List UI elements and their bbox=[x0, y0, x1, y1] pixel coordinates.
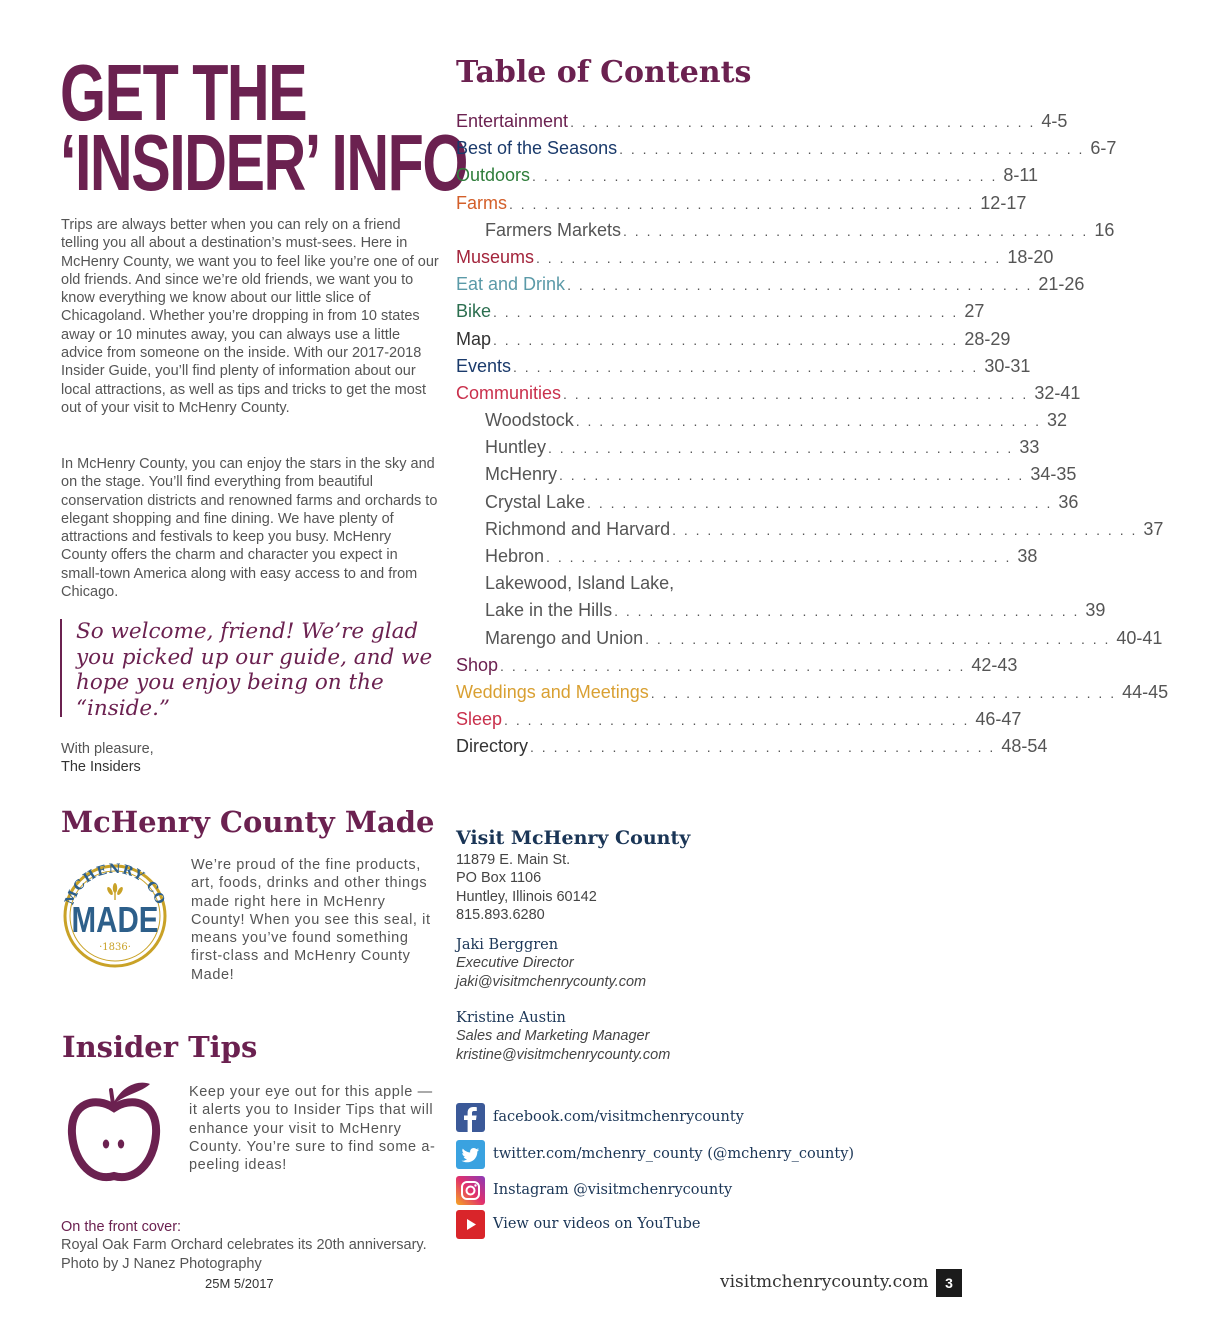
toc-dot-leader: . . . . . . . . . . . . . . . . . . . . . . . . . . . . . . . . . . . . . . . . bbox=[587, 494, 1053, 511]
table-of-contents bbox=[456, 108, 1169, 761]
facebook-icon bbox=[456, 1103, 485, 1132]
cover-label: On the front cover: bbox=[61, 1219, 182, 1235]
toc-dot-leader: . . . . . . . . . . . . . . . . . . . . . . . . . . . . . . . . . . . . . . . . bbox=[532, 168, 998, 185]
seal-arc-text: MCHENRY CO bbox=[62, 862, 168, 908]
toc-entry-page: 6-7 bbox=[1090, 138, 1117, 159]
toc-entry[interactable] bbox=[456, 706, 1022, 733]
mchenry-county-made-seal bbox=[60, 858, 170, 975]
toc-entry-label: Farmers Markets bbox=[485, 219, 622, 240]
toc-entry-label: Communities bbox=[456, 382, 562, 403]
toc-entry-page: 32 bbox=[1047, 410, 1068, 431]
toc-dot-leader: . . . . . . . . . . . . . . . . . . . . . . . . . . . . . . . . . . . . . . . . bbox=[493, 331, 959, 348]
toc-dot-leader: . . . . . . . . . . . . . . . . . . . . . . . . . . . . . . . . . . . . . . . . bbox=[530, 739, 996, 756]
toc-dot-leader: . . . . . . . . . . . . . . . . . . . . . . . . . . . . . . . . . . . . . . . . bbox=[672, 521, 1138, 538]
toc-dot-leader: . . . . . . . . . . . . . . . . . . . . . . . . . . . . . . . . . . . . . . . . bbox=[614, 603, 1080, 620]
phone-number[interactable]: 815.893.6280 bbox=[456, 906, 545, 923]
toc-dot-leader: . . . . . . . . . . . . . . . . . . . . . . . . . . . . . . . . . . . . . . . . bbox=[504, 712, 970, 729]
signoff-signature: The Insiders bbox=[61, 759, 141, 775]
toc-title: Table of Contents bbox=[456, 55, 752, 90]
toc-entry-page: 4-5 bbox=[1041, 111, 1068, 131]
toc-entry-page: 16 bbox=[1094, 219, 1115, 240]
toc-entry[interactable] bbox=[456, 326, 1011, 353]
toc-entry-page: 40-41 bbox=[1116, 627, 1163, 648]
toc-entry-label: Museums bbox=[456, 246, 535, 267]
cover-photo-credit: Photo by J Nanez Photography bbox=[61, 1255, 262, 1272]
contact-title: Sales and Marketing Manager bbox=[456, 1028, 650, 1045]
toc-entry-label: Marengo and Union bbox=[485, 627, 644, 648]
page-headline bbox=[60, 48, 467, 207]
toc-entry-page: 48-54 bbox=[1001, 736, 1048, 757]
toc-entry[interactable] bbox=[456, 461, 1077, 488]
toc-entry[interactable] bbox=[456, 516, 1164, 543]
contact-card bbox=[456, 936, 646, 991]
toc-dot-leader: . . . . . . . . . . . . . . . . . . . . . . . . . . . . . . . . . . . . . . . . bbox=[650, 684, 1117, 701]
made-description: We’re proud of the fine products, art, foods, drinks and other things made right here in McHenry County! When you see this seal, it means you’ve found something first-class and McHenry County Made! bbox=[191, 857, 431, 983]
toc-entry[interactable] bbox=[456, 217, 1115, 244]
headline-line-1: GET THE bbox=[60, 48, 307, 137]
contact-card bbox=[456, 1009, 670, 1064]
toc-entry-page: 42-43 bbox=[971, 654, 1018, 675]
headline-line-2: ‘INSIDER’ INFO bbox=[60, 118, 467, 207]
toc-dot-leader: . . . . . . . . . . . . . . . . . . . . . . . . . . . . . . . . . . . . . . . . bbox=[645, 630, 1111, 647]
toc-entry-page: 39 bbox=[1085, 600, 1106, 621]
toc-dot-leader: . . . . . . . . . . . . . . . . . . . . . . . . . . . . . . . . . . . . . . . . bbox=[559, 467, 1025, 484]
toc-entry[interactable] bbox=[456, 190, 1027, 217]
toc-dot-leader: . . . . . . . . . . . . . . . . . . . . . . . . . . . . . . . . . . . . . . . . bbox=[570, 114, 1036, 130]
toc-entry-label: Eat and Drink bbox=[456, 274, 566, 295]
toc-entry[interactable] bbox=[456, 489, 1079, 516]
intro-paragraph-2: In McHenry County, you can enjoy the stars in the sky and on the stage. You’ll find everything from beautiful conservation districts and renowned farms and orchards to elegant shopping and fine dining. We have plenty of attractions and festivals to keep you busy. McHenry County offers the charm and character you expect in small-town America along with easy access to and from Chicago. bbox=[61, 456, 438, 601]
toc-dot-leader: . . . . . . . . . . . . . . . . . . . . . . . . . . . . . . . . . . . . . . . . bbox=[623, 222, 1089, 239]
toc-dot-leader: . . . . . . . . . . . . . . . . . . . . . . . . . . . . . . . . . . . . . . . . bbox=[563, 385, 1029, 402]
toc-entry[interactable] bbox=[456, 108, 1068, 135]
tips-section-title: Insider Tips bbox=[62, 1030, 258, 1064]
facebook-link[interactable] bbox=[456, 1102, 744, 1132]
toc-dot-leader: . . . . . . . . . . . . . . . . . . . . . . . . . . . . . . . . . . . . . . . . bbox=[500, 657, 966, 674]
toc-entry[interactable] bbox=[456, 162, 1039, 189]
address-city: Huntley, Illinois 60142 bbox=[456, 888, 597, 905]
toc-entry-page: 18-20 bbox=[1007, 246, 1054, 267]
toc-entry[interactable] bbox=[456, 625, 1163, 652]
twitter-label: twitter.com/mchenry_county (@mchenry_county) bbox=[493, 1146, 855, 1162]
toc-entry-label: Woodstock bbox=[485, 410, 574, 431]
visit-title: Visit McHenry County bbox=[456, 827, 691, 849]
youtube-icon bbox=[456, 1210, 485, 1239]
toc-entry-label: McHenry bbox=[485, 464, 558, 485]
welcome-quote: So welcome, friend! We’re glad you picked up our guide, and we hope you enjoy being on the “inside.” bbox=[60, 619, 440, 717]
toc-entry[interactable] bbox=[456, 407, 1068, 434]
toc-entry[interactable] bbox=[456, 570, 816, 597]
cover-caption: Royal Oak Farm Orchard celebrates its 20th anniversary. bbox=[61, 1237, 427, 1254]
toc-entry-label: Bike bbox=[456, 301, 492, 322]
toc-entry[interactable] bbox=[456, 380, 1081, 407]
toc-dot-leader: . . . . . . . . . . . . . . . . . . . . . . . . . . . . . . . . . . . . . . . . bbox=[536, 249, 1002, 266]
print-code: 25M 5/2017 bbox=[205, 1276, 274, 1291]
toc-entry-label: Lakewood, Island Lake, bbox=[485, 573, 675, 594]
toc-entry[interactable] bbox=[456, 135, 1117, 162]
toc-entry[interactable] bbox=[456, 434, 1040, 461]
instagram-link[interactable] bbox=[456, 1175, 732, 1205]
toc-entry-label: Outdoors bbox=[456, 165, 531, 186]
toc-entry-label: Huntley bbox=[485, 437, 547, 458]
toc-dot-leader: . . . . . . . . . . . . . . . . . . . . . . . . . . . . . . . . . . . . . . . . bbox=[546, 549, 1012, 565]
toc-dot-leader: . . . . . . . . . . . . . . . . . . . . . . . . . . . . . . . . . . . . . . . . bbox=[493, 304, 959, 321]
toc-entry-label: Lake in the Hills bbox=[485, 600, 613, 621]
intro-paragraph-1: Trips are always better when you can rely on a friend telling you all about a destination’s must-sees. Here in McHenry County, we want you to feel like you’re one of our old friends. And since we’re old friends, we want you to know everything we know about our little slice of Chicagoland. Whether you’re dropping in from 10 states away or 10 minutes away, you can always use a little advice from someone on the inside. With our 2017-2018 Insider Guide, you’ll find plenty of information about our local attractions, as well as tips and tricks to get the most out of your visit to McHenry County. bbox=[61, 217, 439, 416]
toc-entry-page: 38 bbox=[1017, 546, 1038, 566]
toc-entry[interactable] bbox=[456, 353, 1031, 380]
apple-icon bbox=[66, 1076, 162, 1193]
toc-entry-label: Sleep bbox=[456, 709, 503, 730]
toc-entry-label: Richmond and Harvard bbox=[485, 518, 671, 539]
address-street: 11879 E. Main St. bbox=[456, 852, 571, 868]
toc-entry[interactable] bbox=[456, 652, 1018, 679]
contact-email-link[interactable]: jaki@visitmchenrycounty.com bbox=[456, 973, 647, 990]
toc-entry[interactable] bbox=[456, 298, 985, 325]
toc-entry-page: 30-31 bbox=[984, 355, 1031, 376]
toc-entry[interactable] bbox=[456, 733, 1048, 760]
facebook-label: facebook.com/visitmchenrycounty bbox=[493, 1109, 744, 1125]
toc-dot-leader: . . . . . . . . . . . . . . . . . . . . . . . . . . . . . . . . . . . . . . . . bbox=[619, 141, 1085, 158]
toc-entry-label: Map bbox=[456, 328, 492, 349]
tips-description: Keep your eye out for this apple — it alerts you to Insider Tips that will enhance your visit to McHenry County. You’re sure to find some a-peeling ideas! bbox=[189, 1084, 436, 1174]
instagram-icon bbox=[456, 1176, 485, 1205]
youtube-link[interactable] bbox=[456, 1209, 700, 1239]
website-url[interactable]: visitmchenrycounty.com bbox=[720, 1272, 929, 1292]
toc-entry[interactable] bbox=[456, 597, 1106, 624]
toc-entry-page: 36 bbox=[1058, 491, 1079, 512]
toc-entry-label: Shop bbox=[456, 654, 499, 675]
toc-entry-page: 34-35 bbox=[1030, 464, 1077, 485]
cover-credit bbox=[61, 1218, 427, 1273]
address-block bbox=[456, 851, 597, 924]
toc-entry-label: Entertainment bbox=[456, 111, 569, 131]
toc-entry-label: Best of the Seasons bbox=[456, 138, 618, 159]
toc-dot-leader: . . . . . . . . . . . . . . . . . . . . . . . . . . . . . . . . . . . . . . . . bbox=[509, 195, 975, 212]
toc-entry-label: Hebron bbox=[485, 546, 545, 566]
toc-entry-label: Farms bbox=[456, 192, 507, 213]
toc-entry[interactable] bbox=[456, 679, 1169, 706]
toc-entry[interactable] bbox=[456, 543, 1038, 570]
toc-dot-leader: . . . . . . . . . . . . . . . . . . . . . . . . . . . . . . . . . . . . . . . . bbox=[575, 413, 1042, 430]
toc-entry-page: 21-26 bbox=[1038, 274, 1085, 295]
seal-word: MADE bbox=[71, 899, 159, 940]
toc-entry-label: Directory bbox=[456, 736, 529, 757]
contact-name: Kristine Austin bbox=[456, 1010, 566, 1026]
signoff-line: With pleasure, bbox=[61, 741, 154, 757]
contact-email-link[interactable]: kristine@visitmchenrycounty.com bbox=[456, 1046, 671, 1063]
toc-entry-page: 12-17 bbox=[980, 192, 1027, 213]
address-po-box: PO Box 1106 bbox=[456, 870, 542, 887]
toc-entry-page: 27 bbox=[964, 301, 985, 322]
contact-name: Jaki Berggren bbox=[456, 937, 559, 953]
toc-entry-page: 28-29 bbox=[964, 328, 1011, 349]
page-number: 3 bbox=[936, 1269, 962, 1297]
seal-year: ·1836· bbox=[99, 942, 131, 953]
toc-entry-page: 37 bbox=[1143, 518, 1164, 539]
toc-dot-leader: . . . . . . . . . . . . . . . . . . . . . . . . . . . . . . . . . . . . . . . . bbox=[513, 358, 979, 375]
youtube-label: View our videos on YouTube bbox=[493, 1216, 701, 1232]
toc-entry-page: 44-45 bbox=[1122, 681, 1169, 702]
twitter-link[interactable] bbox=[456, 1139, 854, 1169]
toc-entry-page: 8-11 bbox=[1003, 165, 1039, 186]
toc-entry-label: Events bbox=[456, 355, 512, 376]
signoff bbox=[61, 740, 154, 776]
twitter-icon bbox=[456, 1140, 485, 1169]
toc-entry-label: Weddings and Meetings bbox=[456, 681, 649, 702]
toc-entry-page: 33 bbox=[1019, 437, 1040, 458]
made-section-title: McHenry County Made bbox=[61, 805, 435, 839]
toc-entry-page: 46-47 bbox=[975, 709, 1022, 730]
contact-title: Executive Director bbox=[456, 955, 574, 972]
toc-entry[interactable] bbox=[456, 244, 1054, 271]
instagram-label: Instagram @visitmchenrycounty bbox=[493, 1182, 733, 1198]
toc-dot-leader: . . . . . . . . . . . . . . . . . . . . . . . . . . . . . . . . . . . . . . . . bbox=[548, 440, 1014, 457]
toc-entry-label: Crystal Lake bbox=[485, 491, 586, 512]
toc-entry-page: 32-41 bbox=[1034, 382, 1081, 403]
toc-entry[interactable] bbox=[456, 271, 1085, 298]
toc-dot-leader: . . . . . . . . . . . . . . . . . . . . . . . . . . . . . . . . . . . . . . . . bbox=[567, 277, 1033, 294]
